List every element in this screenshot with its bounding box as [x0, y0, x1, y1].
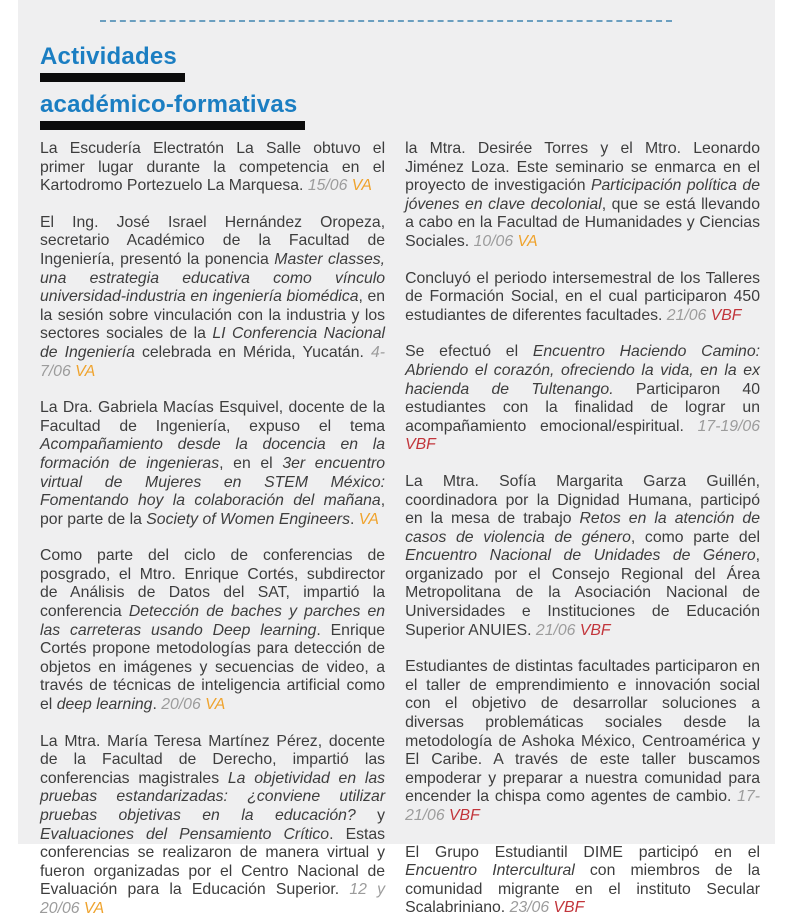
text-segment: .: [350, 511, 359, 528]
date-label: 10/06: [474, 233, 518, 250]
area-tag: VA: [359, 511, 379, 528]
text-segment: El Grupo Estudiantil DIME participó en el: [405, 844, 760, 861]
text-segment: Participaron 40 estudiantes con la finalidad de lograr un acompañamiento emocional/espiritual.: [405, 381, 760, 435]
text-segment: Evaluaciones del Pensamiento Crítico: [40, 826, 329, 843]
area-tag: VA: [75, 363, 95, 380]
text-segment: Society of Women Engineers: [146, 511, 350, 528]
text-segment: Participación política de jóvenes en clave decolonial: [405, 177, 760, 213]
column-left: [40, 140, 385, 919]
text-segment: Acompañamiento desde la docencia en la formación de ingenieras: [40, 436, 385, 472]
date-label: 20/06: [161, 696, 205, 713]
text-segment: Encuentro Intercultural: [405, 862, 575, 879]
section-title: [40, 44, 760, 130]
text-segment: . Enrique Cortés propone metodologías para detección de objetos en imágenes y secuencias de video, a través de técnicas de inteligencia artificial como el: [40, 622, 385, 713]
text-segment: Encuentro Nacional de Unidades de Género: [405, 547, 756, 564]
date-label: 12 y 20/06: [40, 881, 385, 917]
area-tag: VBF: [554, 899, 585, 916]
date-label: 21/06: [536, 622, 580, 639]
date-label: 23/06: [510, 899, 554, 916]
date-label: 15/06: [308, 177, 352, 194]
text-segment: Encuentro Haciendo Camino: Abriendo el corazón, ofreciendo la vida, en la ex hacienda de Tultenango.: [405, 343, 760, 397]
text-segment: la Mtra. Desirée Torres y el Mtro. Leonardo Jiménez Loza. Este seminario se enmarca en el proyecto de investigación: [405, 140, 760, 194]
paragraph: [40, 547, 385, 714]
paragraph: [405, 473, 760, 640]
area-tag: VBF: [449, 807, 480, 824]
text-segment: La Escudería Electratón La Salle obtuvo el primer lugar durante la competencia en el Kartodromo Portezuelo La Marquesa.: [40, 140, 385, 194]
text-segment: Estudiantes de distintas facultades participaron en el taller de emprendimiento e innovación social con el objetivo de desarrollar soluciones a diversas problemáticas sociales desde la metodología de Ashoka México, Centroamérica y El Caribe. A través de este taller buscamos empoderar y preparar a nuestra comunidad para encender la chispa como agentes de cambio.: [405, 658, 760, 805]
paragraph: [40, 399, 385, 529]
text-segment: .: [152, 696, 161, 713]
area-tag: VBF: [711, 307, 742, 324]
column-right: [405, 140, 760, 919]
paragraph: [405, 844, 760, 918]
page-title: académico-formativas: [40, 92, 297, 118]
text-segment: Como parte del ciclo de conferencias de posgrado, el Mtro. Enrique Cortés, subdirector de Análisis de Datos del SAT, impartió la conferencia: [40, 547, 385, 620]
area-tag: VBF: [580, 622, 611, 639]
paragraph: [405, 140, 760, 252]
text-segment: La objetividad en las pruebas estandarizadas: ¿conviene utilizar pruebas objetivas en la educación?: [40, 770, 385, 824]
paragraph: [405, 343, 760, 455]
text-segment: La Dra. Gabriela Macías Esquivel, docente de la Facultad de Ingeniería, expuso el tema: [40, 399, 385, 435]
date-label: 21/06: [667, 307, 711, 324]
area-tag: VBF: [405, 436, 436, 453]
area-tag: VA: [518, 233, 538, 250]
two-column-layout: [40, 140, 760, 919]
text-segment: con miembros de la comunidad migrante en el instituto Secular Scalabriniano.: [405, 862, 760, 916]
area-tag: VA: [84, 900, 104, 917]
page-content: [40, 44, 760, 919]
text-segment: Concluyó el periodo intersemestral de los Talleres de Formación Social, en el cual participaron 450 estudiantes de diferentes facultades.: [405, 270, 760, 324]
dashed-divider: [100, 20, 672, 22]
text-segment: Master classes, una estrategia educativa como vínculo universidad-industria en ingeniería biomédica: [40, 251, 385, 305]
text-segment: , organizado por el Consejo Regional del Área Metropolitana de la Asociación Nacional de Universidades e Instituciones de Educación Superior ANUIES.: [405, 547, 760, 638]
section-title-line-2: [40, 92, 297, 130]
text-segment: LI Conferencia Nacional de Ingeniería: [40, 325, 385, 361]
paragraph: [40, 733, 385, 919]
area-tag: VA: [352, 177, 372, 194]
paragraph: [405, 270, 760, 326]
area-tag: VA: [205, 696, 225, 713]
page-background: [18, 0, 775, 844]
text-segment: deep learning: [57, 696, 153, 713]
page-title: Actividades: [40, 44, 177, 70]
text-segment: y: [356, 807, 385, 824]
text-segment: , que se está llevando a cabo en la Facultad de Humanidades y Ciencias Sociales.: [405, 196, 760, 250]
text-segment: , en el: [219, 455, 282, 472]
text-segment: Retos en la atención de casos de violencia de género: [405, 510, 760, 546]
text-segment: , en la sesión sobre vinculación con la industria y los sectores sociales de la: [40, 288, 385, 342]
text-segment: Detección de baches y parches en las carreteras usando Deep learning: [40, 603, 385, 639]
text-segment: , por parte de la: [40, 492, 385, 528]
date-label: 4-7/06: [40, 344, 385, 380]
date-label: 17-19/06: [698, 418, 760, 435]
text-segment: La Mtra. Sofía Margarita Garza Guillén, coordinadora por la Dignidad Humana, participó en la mesa de trabajo: [405, 473, 760, 527]
text-segment: . Estas conferencias se realizaron de manera virtual y fueron organizadas por el Centro Nacional de Evaluación para la Educación Superior.: [40, 826, 385, 899]
paragraph: [40, 140, 385, 196]
section-title-line-1: [40, 44, 177, 82]
date-label: 17-21/06: [405, 788, 760, 824]
text-segment: El Ing. José Israel Hernández Oropeza, secretario Académico de la Facultad de Ingeniería, presentó la ponencia: [40, 214, 385, 268]
text-segment: Se efectuó el: [405, 343, 533, 360]
title-underline-bar: [40, 121, 305, 130]
text-segment: 3er encuentro virtual de Mujeres en STEM México: Fomentando hoy la colaboración del mañana: [40, 455, 385, 509]
paragraph: [40, 214, 385, 381]
text-segment: celebrada en Mérida, Yucatán.: [135, 344, 371, 361]
title-underline-bar: [40, 73, 185, 82]
text-segment: La Mtra. María Teresa Martínez Pérez, docente de la Facultad de Derecho, impartió las conferencias magistrales: [40, 733, 385, 787]
paragraph: [405, 658, 760, 825]
text-segment: , como parte del: [631, 529, 760, 546]
